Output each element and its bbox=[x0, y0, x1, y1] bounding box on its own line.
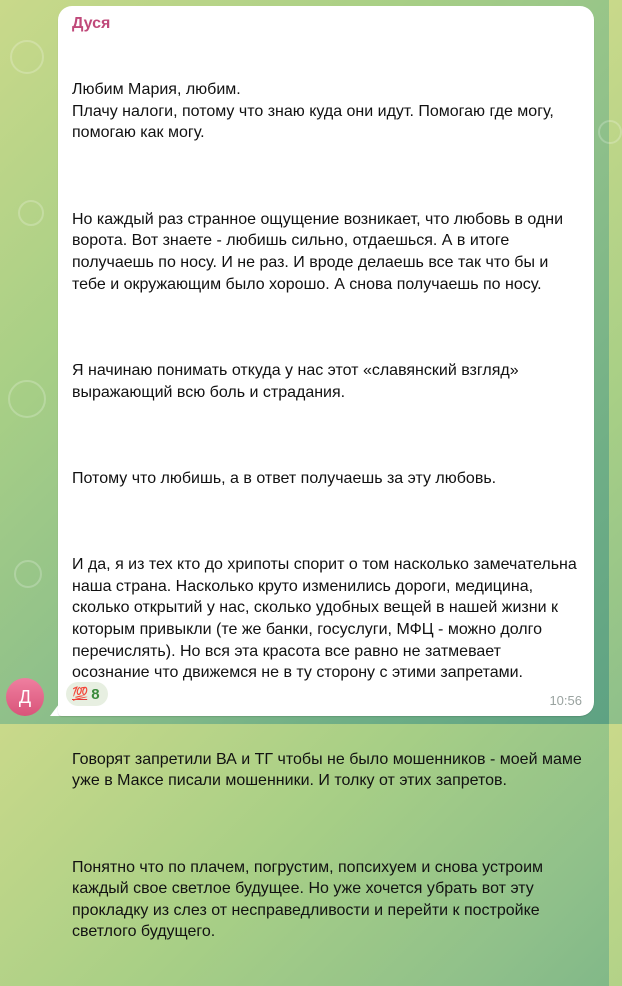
background-doodle bbox=[598, 120, 622, 144]
background-doodle bbox=[14, 560, 42, 588]
avatar-letter: Д bbox=[18, 686, 32, 707]
hundred-points-icon: 💯 bbox=[72, 686, 88, 702]
message-paragraph: Понятно что по плачем, погрустим, попсихуем и снова устроим каждый свое светлое будущее. Но уже хочется убрать вот эту прокладку из слез от несправедливости и перейти к постройке светлого будущего. bbox=[72, 858, 548, 941]
sender-name[interactable]: Дуся bbox=[72, 15, 111, 32]
message-time: 10:56 bbox=[549, 693, 582, 708]
message-paragraph: И да, я из тех кто до хрипоты спорит о том насколько замечательна наша страна. Насколько круто изменились дороги, медицина, сколько открытий у нас, сколько удобных вещей в нашей жизни к которым привыкли (те же банки, госуслуги, МФЦ - можно долго перечислять). Но вся эта красота все равно не затмевает осознание что движемся не в ту сторону с этими запретами. bbox=[72, 556, 582, 682]
message-bubble[interactable] bbox=[58, 6, 594, 941]
sender-avatar[interactable] bbox=[6, 678, 44, 716]
message-paragraph: Потому что любишь, а в ответ получаешь за эту любовь. bbox=[72, 469, 497, 487]
background-doodle bbox=[10, 40, 44, 74]
message-paragraph: Но каждый раз странное ощущение возникает, что любовь в одни ворота. Вот знаете - любишь сильно, отдаешься. А в итоге получаешь по носу. И не раз. И вроде делаешь все так что бы и тебе и окружающим было хорошо. А снова получаешь по носу. bbox=[72, 210, 568, 293]
message-text bbox=[72, 36, 587, 986]
message-paragraph: Любим Мария, любим. Плачу налоги, потому что знаю куда они идут. Помогаю где могу, помогаю как могу. bbox=[72, 81, 554, 142]
background-doodle bbox=[18, 200, 44, 226]
background-doodle bbox=[8, 380, 46, 418]
reaction-chip[interactable] bbox=[66, 682, 108, 706]
message-paragraph: Я начинаю понимать откуда у нас этот «славянский взгляд» выражающий всю боль и страдания. bbox=[72, 361, 524, 401]
reaction-count: 8 bbox=[91, 685, 100, 703]
message-paragraph: Говорят запретили ВА и ТГ чтобы не было мошенников - моей маме уже в Максе писали мошенники. И толку от этих запретов. bbox=[72, 750, 587, 790]
